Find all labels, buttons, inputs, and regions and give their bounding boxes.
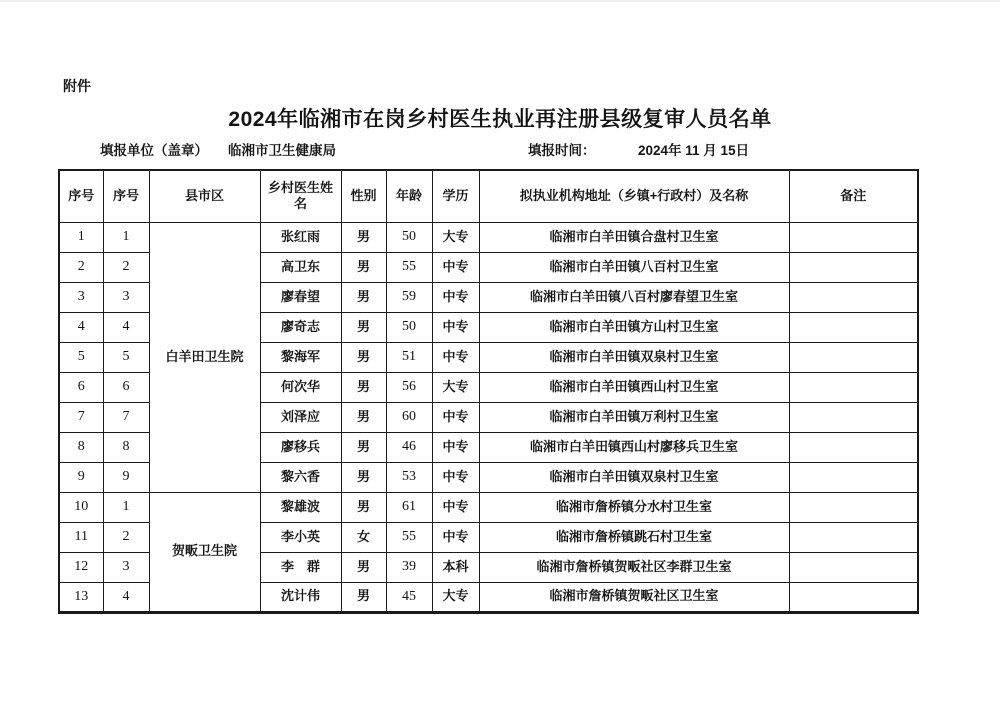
cell-seq: 6 — [59, 372, 103, 402]
cell-doctor-name: 李小英 — [260, 522, 341, 552]
cell-education: 本科 — [432, 552, 479, 582]
cell-seq: 7 — [59, 402, 103, 432]
cell-gender: 男 — [341, 492, 386, 522]
cell-doctor-name: 黎雄波 — [260, 492, 341, 522]
col-header-education: 学历 — [432, 170, 479, 222]
cell-remark — [789, 312, 918, 342]
cell-education: 中专 — [432, 492, 479, 522]
col-header-county: 县市区 — [149, 170, 260, 222]
cell-age: 55 — [386, 252, 432, 282]
cell-remark — [789, 222, 918, 252]
cell-doctor-name: 廖移兵 — [260, 432, 341, 462]
cell-doctor-name: 黎六香 — [260, 462, 341, 492]
cell-gender: 男 — [341, 372, 386, 402]
cell-gender: 男 — [341, 312, 386, 342]
cell-county: 白羊田卫生院 — [149, 222, 260, 492]
cell-doctor-name: 何次华 — [260, 372, 341, 402]
attachment-label: 附件 — [63, 78, 91, 94]
page-title: 2024年临湘市在岗乡村医生执业再注册县级复审人员名单 — [228, 108, 772, 131]
col-header-seq: 序号 — [59, 170, 103, 222]
cell-gender: 男 — [341, 402, 386, 432]
cell-age: 55 — [386, 522, 432, 552]
cell-age: 53 — [386, 462, 432, 492]
cell-age: 60 — [386, 402, 432, 432]
cell-education: 中专 — [432, 252, 479, 282]
cell-seq: 1 — [59, 222, 103, 252]
cell-gender: 男 — [341, 252, 386, 282]
cell-seq: 5 — [59, 342, 103, 372]
cell-age: 39 — [386, 552, 432, 582]
cell-group-seq: 1 — [103, 492, 149, 522]
cell-address: 临湘市白羊田镇八百村卫生室 — [479, 252, 789, 282]
cell-county: 贺畈卫生院 — [149, 492, 260, 612]
form-unit-label: 填报单位（盖章） — [100, 143, 208, 158]
roster-table — [58, 169, 919, 614]
cell-doctor-name: 廖奇志 — [260, 312, 341, 342]
table-header — [59, 170, 918, 222]
cell-seq: 9 — [59, 462, 103, 492]
form-date-value: 2024年 11 月 15日 — [638, 143, 750, 158]
cell-gender: 男 — [341, 282, 386, 312]
cell-remark — [789, 282, 918, 312]
cell-education: 中专 — [432, 402, 479, 432]
cell-address: 临湘市白羊田镇双泉村卫生室 — [479, 342, 789, 372]
col-header-group-seq: 序号 — [103, 170, 149, 222]
cell-gender: 男 — [341, 222, 386, 252]
cell-seq: 3 — [59, 282, 103, 312]
col-header-doctor-name — [260, 170, 341, 222]
cell-remark — [789, 432, 918, 462]
table-row — [59, 492, 918, 522]
cell-group-seq: 9 — [103, 462, 149, 492]
cell-gender: 女 — [341, 522, 386, 552]
cell-remark — [789, 252, 918, 282]
cell-group-seq: 3 — [103, 552, 149, 582]
cell-address: 临湘市白羊田镇方山村卫生室 — [479, 312, 789, 342]
col-header-gender: 性别 — [341, 170, 386, 222]
cell-group-seq: 8 — [103, 432, 149, 462]
cell-age: 59 — [386, 282, 432, 312]
cell-address: 临湘市白羊田镇西山村廖移兵卫生室 — [479, 432, 789, 462]
cell-doctor-name: 沈计伟 — [260, 582, 341, 612]
cell-seq: 8 — [59, 432, 103, 462]
cell-gender: 男 — [341, 582, 386, 612]
scan-edge-artifact — [0, 0, 1000, 2]
cell-group-seq: 4 — [103, 312, 149, 342]
cell-doctor-name: 刘泽应 — [260, 402, 341, 432]
form-unit-value: 临湘市卫生健康局 — [228, 143, 336, 158]
cell-remark — [789, 402, 918, 432]
cell-group-seq: 7 — [103, 402, 149, 432]
cell-seq: 12 — [59, 552, 103, 582]
cell-doctor-name: 高卫东 — [260, 252, 341, 282]
col-header-age: 年龄 — [386, 170, 432, 222]
cell-age: 56 — [386, 372, 432, 402]
form-date-label: 填报时间： — [528, 143, 596, 158]
cell-address: 临湘市詹桥镇贺畈社区李群卫生室 — [479, 552, 789, 582]
cell-age: 61 — [386, 492, 432, 522]
cell-seq: 11 — [59, 522, 103, 552]
cell-remark — [789, 552, 918, 582]
cell-education: 中专 — [432, 522, 479, 552]
cell-education: 大专 — [432, 222, 479, 252]
cell-group-seq: 1 — [103, 222, 149, 252]
cell-remark — [789, 462, 918, 492]
cell-age: 46 — [386, 432, 432, 462]
cell-group-seq: 3 — [103, 282, 149, 312]
header-row — [59, 170, 918, 222]
cell-age: 50 — [386, 222, 432, 252]
cell-address: 临湘市詹桥镇分水村卫生室 — [479, 492, 789, 522]
cell-age: 51 — [386, 342, 432, 372]
col-header-address: 拟执业机构地址（乡镇+行政村）及名称 — [479, 170, 789, 222]
cell-gender: 男 — [341, 432, 386, 462]
cell-address: 临湘市詹桥镇贺畈社区卫生室 — [479, 582, 789, 612]
cell-remark — [789, 582, 918, 612]
cell-group-seq: 5 — [103, 342, 149, 372]
cell-doctor-name: 李 群 — [260, 552, 341, 582]
cell-age: 45 — [386, 582, 432, 612]
cell-address: 临湘市白羊田镇万利村卫生室 — [479, 402, 789, 432]
cell-education: 中专 — [432, 462, 479, 492]
cell-seq: 2 — [59, 252, 103, 282]
cell-remark — [789, 492, 918, 522]
cell-seq: 10 — [59, 492, 103, 522]
cell-remark — [789, 522, 918, 552]
cell-doctor-name: 张红雨 — [260, 222, 341, 252]
cell-seq: 4 — [59, 312, 103, 342]
cell-group-seq: 6 — [103, 372, 149, 402]
cell-address: 临湘市白羊田镇合盘村卫生室 — [479, 222, 789, 252]
cell-gender: 男 — [341, 552, 386, 582]
cell-remark — [789, 342, 918, 372]
cell-education: 大专 — [432, 372, 479, 402]
cell-doctor-name: 黎海军 — [260, 342, 341, 372]
cell-education: 中专 — [432, 282, 479, 312]
cell-age: 50 — [386, 312, 432, 342]
cell-remark — [789, 372, 918, 402]
col-header-doctor-name-text: 乡村医生姓名 — [267, 180, 333, 212]
cell-group-seq: 4 — [103, 582, 149, 612]
table-row — [59, 222, 918, 252]
cell-address: 临湘市白羊田镇八百村廖春望卫生室 — [479, 282, 789, 312]
cell-education: 中专 — [432, 312, 479, 342]
cell-group-seq: 2 — [103, 522, 149, 552]
table-body — [59, 222, 918, 612]
cell-doctor-name: 廖春望 — [260, 282, 341, 312]
cell-address: 临湘市白羊田镇西山村卫生室 — [479, 372, 789, 402]
cell-seq: 13 — [59, 582, 103, 612]
cell-gender: 男 — [341, 342, 386, 372]
cell-address: 临湘市詹桥镇跳石村卫生室 — [479, 522, 789, 552]
cell-address: 临湘市白羊田镇双泉村卫生室 — [479, 462, 789, 492]
cell-group-seq: 2 — [103, 252, 149, 282]
cell-education: 中专 — [432, 342, 479, 372]
cell-gender: 男 — [341, 462, 386, 492]
cell-education: 大专 — [432, 582, 479, 612]
cell-education: 中专 — [432, 432, 479, 462]
col-header-remark: 备注 — [789, 170, 918, 222]
